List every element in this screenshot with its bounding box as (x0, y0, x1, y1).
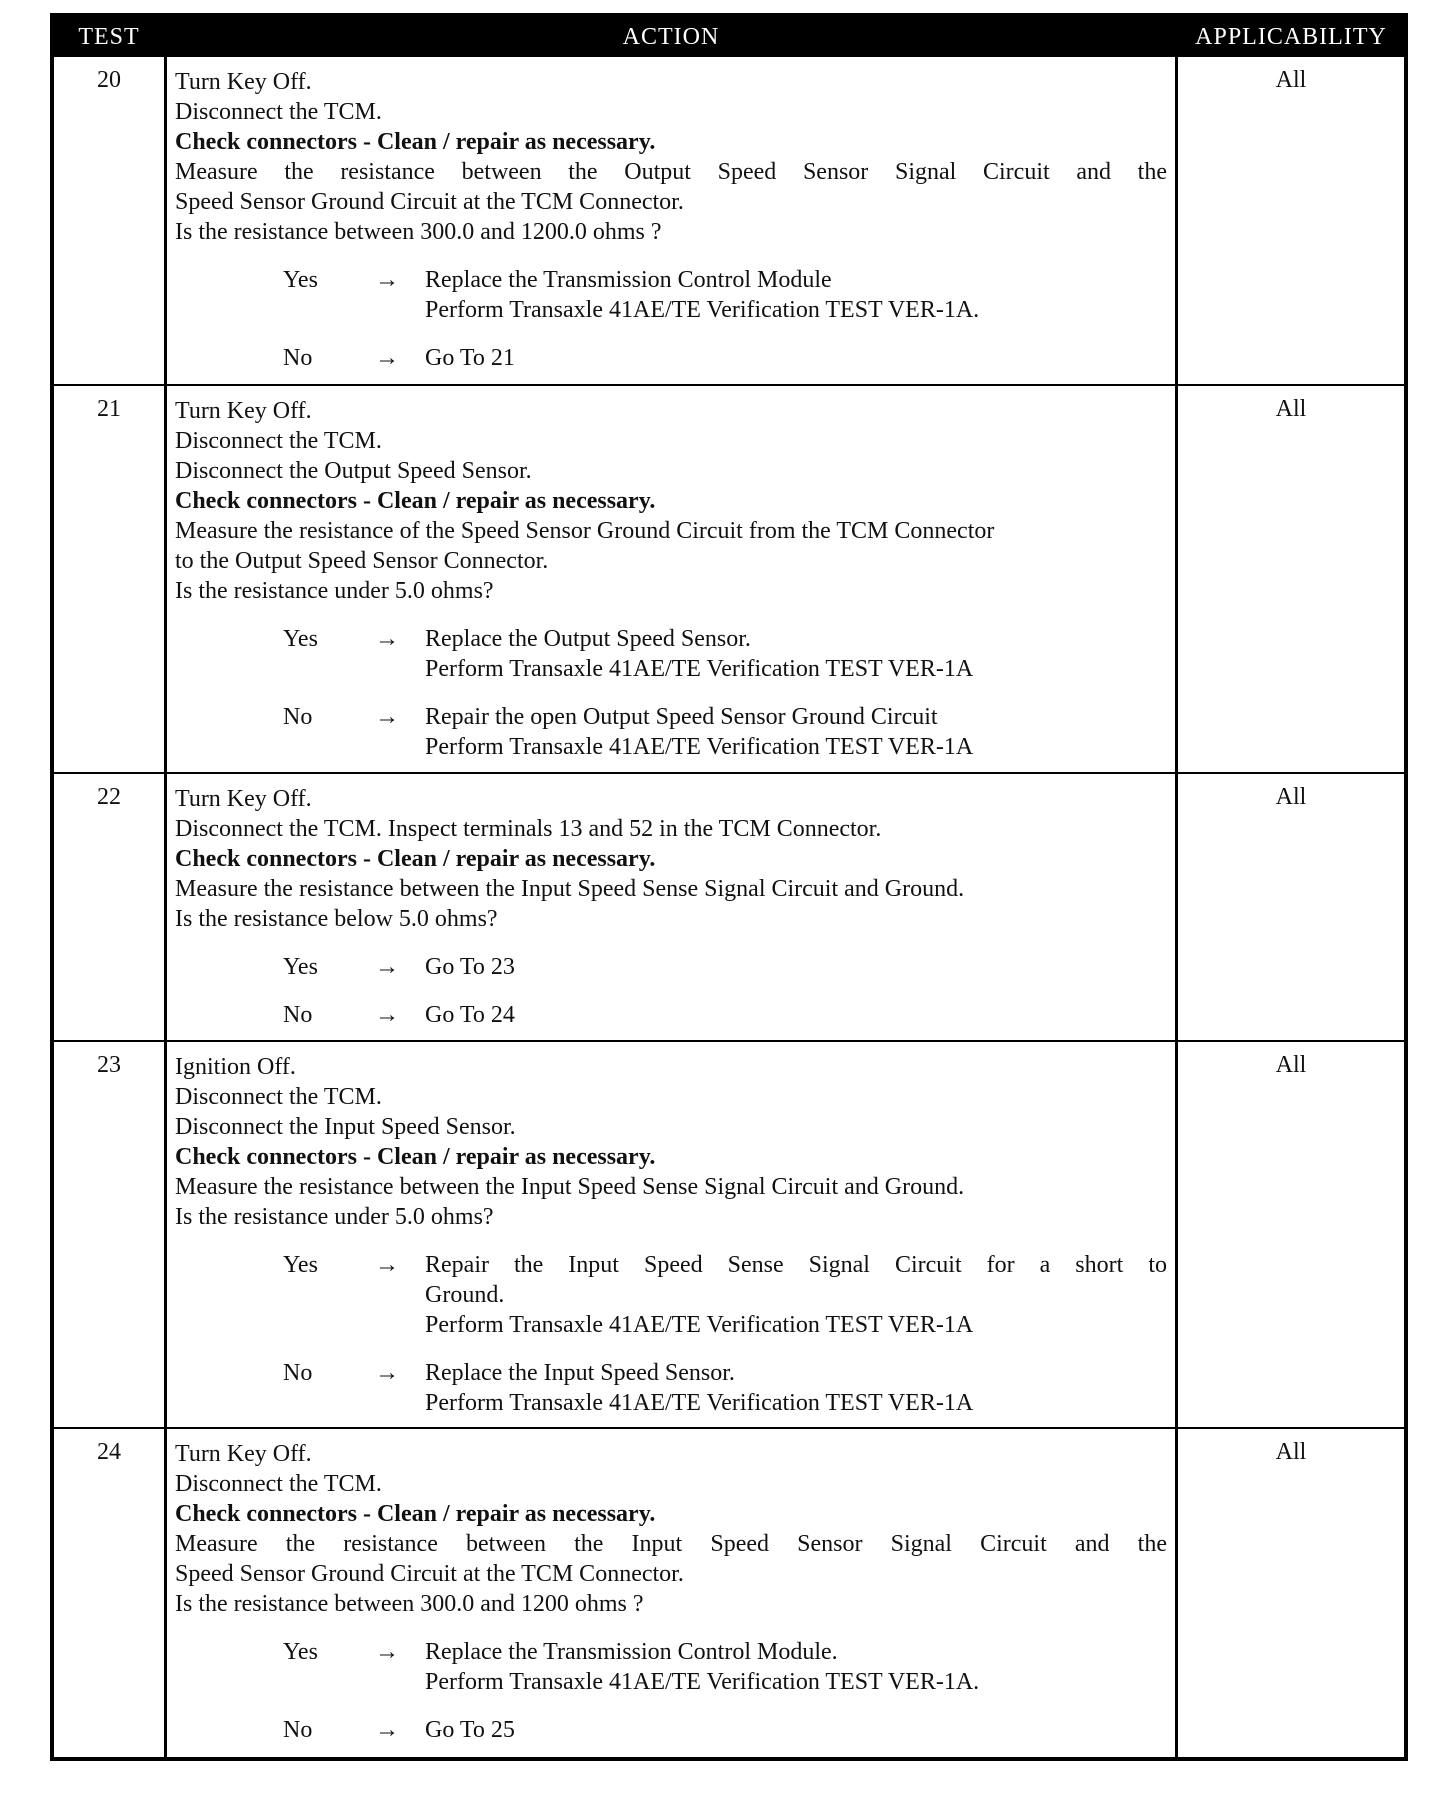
yes-result (425, 952, 1167, 982)
diagnostic-test-table (50, 13, 1408, 1761)
no-label: No (283, 1002, 313, 1028)
action-line: Measure the resistance between the Input Speed Sense Signal Circuit and Ground. (175, 876, 965, 902)
yes-branch (175, 265, 1167, 325)
action-line: Speed Sensor Ground Circuit at the TCM Connector. (175, 189, 684, 215)
action-line: Disconnect the TCM. (175, 1471, 382, 1497)
result-line: Ground. (425, 1282, 505, 1308)
yes-label: Yes (283, 954, 318, 980)
action-line: Turn Key Off. (175, 398, 312, 424)
result-line: Perform Transaxle 41AE/TE Verification TEST VER-1A (425, 1390, 974, 1416)
action-line: Turn Key Off. (175, 69, 312, 95)
arrow-right-icon: → (375, 704, 399, 730)
action-cell (164, 1429, 1178, 1757)
action-line: Is the resistance below 5.0 ohms? (175, 906, 498, 932)
result-line: Perform Transaxle 41AE/TE Verification TEST VER-1A. (425, 1669, 980, 1695)
no-label: No (283, 704, 313, 730)
arrow-right-icon: → (375, 1639, 399, 1665)
applicability-cell: All (1275, 396, 1307, 422)
no-branch (175, 1000, 1167, 1030)
yes-label: Yes (283, 267, 318, 293)
no-branch (175, 1715, 1167, 1745)
table-row (54, 1427, 1404, 1757)
action-line: Check connectors - Clean / repair as necessary. (175, 1501, 656, 1527)
arrow-right-icon: → (375, 1717, 399, 1743)
result-line: Go To 23 (425, 954, 515, 980)
no-branch (175, 1358, 1167, 1418)
no-label: No (283, 1717, 313, 1743)
action-line: Disconnect the TCM. (175, 428, 382, 454)
no-result (425, 702, 1167, 762)
action-line: to the Output Speed Sensor Connector. (175, 548, 549, 574)
arrow-right-icon: → (375, 1360, 399, 1386)
yes-branch (175, 952, 1167, 982)
yes-result (425, 1637, 1167, 1697)
result-line: Perform Transaxle 41AE/TE Verification TEST VER-1A. (425, 297, 980, 323)
result-line: Perform Transaxle 41AE/TE Verification TEST VER-1A (425, 1312, 974, 1338)
yes-branch (175, 624, 1167, 684)
table-row (54, 1040, 1404, 1427)
test-number: 24 (97, 1439, 121, 1465)
no-result (425, 343, 1167, 373)
action-line: Measure the resistance between the Input Speed Sensor Signal Circuit and the (175, 1531, 1167, 1557)
arrow-right-icon: → (375, 267, 399, 293)
action-line: Check connectors - Clean / repair as necessary. (175, 846, 656, 872)
action-line: Check connectors - Clean / repair as necessary. (175, 129, 656, 155)
action-line: Measure the resistance between the Output Speed Sensor Signal Circuit and the (175, 159, 1167, 185)
arrow-right-icon: → (375, 626, 399, 652)
result-line: Perform Transaxle 41AE/TE Verification TEST VER-1A (425, 734, 974, 760)
test-number: 23 (97, 1052, 121, 1078)
action-line: Is the resistance under 5.0 ohms? (175, 1204, 494, 1230)
action-line: Disconnect the Input Speed Sensor. (175, 1114, 516, 1140)
result-line: Repair the Input Speed Sense Signal Circuit for a short to (425, 1252, 1167, 1278)
action-line: Disconnect the TCM. (175, 99, 382, 125)
action-cell (164, 57, 1178, 384)
yes-result (425, 1250, 1167, 1340)
header-action: ACTION (622, 23, 720, 50)
action-line: Speed Sensor Ground Circuit at the TCM Connector. (175, 1561, 684, 1587)
action-cell (164, 1042, 1178, 1427)
yes-label: Yes (283, 1252, 318, 1278)
header-applicability: APPLICABILITY (1195, 23, 1387, 50)
applicability-cell: All (1275, 1439, 1307, 1465)
arrow-right-icon: → (375, 1252, 399, 1278)
applicability-cell: All (1275, 67, 1307, 93)
no-branch (175, 343, 1167, 373)
result-line: Repair the open Output Speed Sensor Ground Circuit (425, 704, 938, 730)
yes-result (425, 265, 1167, 325)
yes-branch (175, 1637, 1167, 1697)
action-line: Measure the resistance of the Speed Sensor Ground Circuit from the TCM Connector (175, 518, 995, 544)
action-line: Is the resistance under 5.0 ohms? (175, 578, 494, 604)
result-line: Replace the Transmission Control Module. (425, 1639, 838, 1665)
applicability-cell: All (1275, 1052, 1307, 1078)
action-line: Ignition Off. (175, 1054, 296, 1080)
arrow-right-icon: → (375, 954, 399, 980)
action-line: Disconnect the Output Speed Sensor. (175, 458, 532, 484)
action-line: Measure the resistance between the Input Speed Sense Signal Circuit and Ground. (175, 1174, 965, 1200)
yes-label: Yes (283, 1639, 318, 1665)
result-line: Replace the Input Speed Sensor. (425, 1360, 735, 1386)
yes-result (425, 624, 1167, 684)
action-line: Is the resistance between 300.0 and 1200.0 ohms ? (175, 219, 662, 245)
no-branch (175, 702, 1167, 762)
no-label: No (283, 345, 313, 371)
no-result (425, 1715, 1167, 1745)
yes-branch (175, 1250, 1167, 1340)
action-line: Turn Key Off. (175, 1441, 312, 1467)
action-line: Check connectors - Clean / repair as necessary. (175, 488, 656, 514)
arrow-right-icon: → (375, 1002, 399, 1028)
result-line: Replace the Transmission Control Module (425, 267, 832, 293)
result-line: Perform Transaxle 41AE/TE Verification TEST VER-1A (425, 656, 974, 682)
table-header (54, 17, 1404, 57)
action-line: Disconnect the TCM. (175, 1084, 382, 1110)
action-cell (164, 774, 1178, 1040)
no-result (425, 1000, 1167, 1030)
yes-label: Yes (283, 626, 318, 652)
action-line: Is the resistance between 300.0 and 1200 ohms ? (175, 1591, 644, 1617)
table-row (54, 57, 1404, 384)
result-line: Go To 24 (425, 1002, 515, 1028)
action-line: Check connectors - Clean / repair as necessary. (175, 1144, 656, 1170)
result-line: Replace the Output Speed Sensor. (425, 626, 751, 652)
no-label: No (283, 1360, 313, 1386)
result-line: Go To 21 (425, 345, 515, 371)
table-row (54, 384, 1404, 772)
test-number: 20 (97, 67, 121, 93)
action-cell (164, 386, 1178, 772)
test-number: 22 (97, 784, 121, 810)
no-result (425, 1358, 1167, 1418)
action-line: Disconnect the TCM. Inspect terminals 13 and 52 in the TCM Connector. (175, 816, 882, 842)
table-row (54, 772, 1404, 1040)
result-line: Go To 25 (425, 1717, 515, 1743)
applicability-cell: All (1275, 784, 1307, 810)
action-line: Turn Key Off. (175, 786, 312, 812)
arrow-right-icon: → (375, 345, 399, 371)
table-body (54, 57, 1404, 1757)
header-test: TEST (78, 23, 140, 50)
test-number: 21 (97, 396, 121, 422)
